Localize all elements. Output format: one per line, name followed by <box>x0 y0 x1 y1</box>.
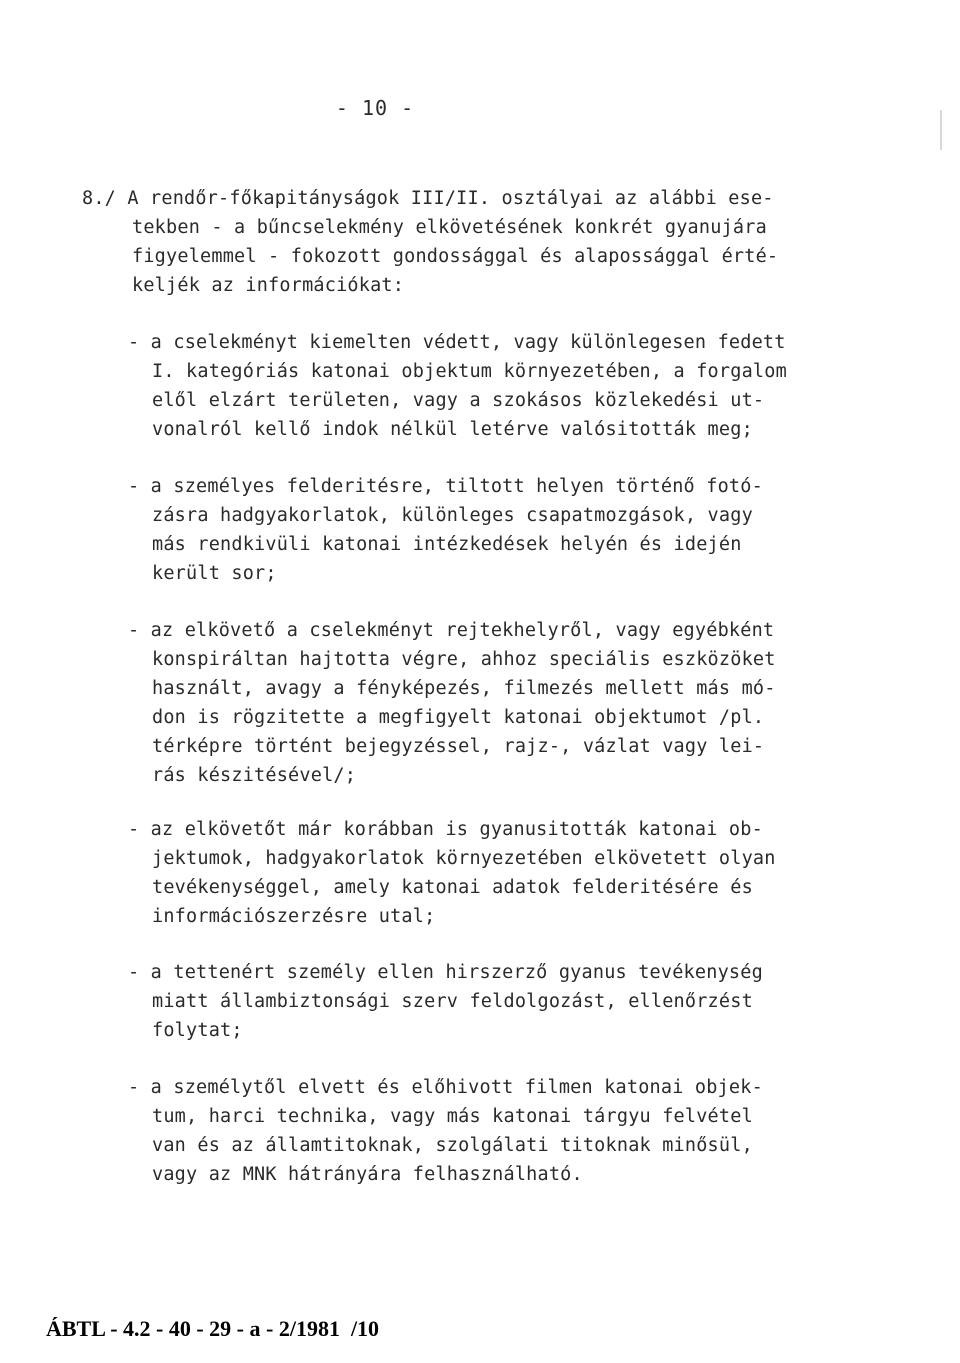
item-line: van és az államtitoknak, szolgálati titoknak minősül, <box>152 1135 753 1156</box>
item-line: I. kategóriás katonai objektum környezetében, a forgalom <box>152 361 787 382</box>
item-line: tevékenységgel, amely katonai adatok felderitésére és <box>152 877 753 898</box>
paragraph-line: tekben - a bűncselekmény elkövetésének konkrét gyanujára <box>132 217 767 238</box>
item-line: térképre történt bejegyzéssel, rajz-, vázlat vagy lei- <box>152 736 765 757</box>
item-line: vonalról kellő indok nélkül letérve valósitották meg; <box>152 419 753 440</box>
item-line: vagy az MNK hátrányára felhasználható. <box>152 1164 583 1185</box>
item-line: konspiráltan hajtotta végre, ahhoz speciális eszközöket <box>152 649 776 670</box>
paragraph-line: 8./ A rendőr-főkapitányságok III/II. osztályai az alábbi ese- <box>82 188 774 209</box>
paragraph-line: keljék az információkat: <box>132 275 405 296</box>
item-line: - a cselekményt kiemelten védett, vagy különlegesen fedett <box>128 332 786 353</box>
item-line: - a személyes felderitésre, tiltott helyen történő fotó- <box>128 476 763 497</box>
item-line: miatt állambiztonsági szerv feldolgozást, ellenőrzést <box>152 991 753 1012</box>
item-line: rás készitésével/; <box>152 765 357 786</box>
item-line: zásra hadgyakorlatok, különleges csapatmozgások, vagy <box>152 505 753 526</box>
item-line: más rendkivüli katonai intézkedések helyén és idején <box>152 534 742 555</box>
item-line: - a tettenért személy ellen hirszerző gyanus tevékenység <box>128 962 763 983</box>
item-line: - a személytől elvett és előhivott filmen katonai objek- <box>128 1077 763 1098</box>
scan-edge-mark <box>940 110 942 150</box>
item-line: tum, harci technika, vagy más katonai tárgyu felvétel <box>152 1106 753 1127</box>
item-line: elől elzárt területen, vagy a szokásos közlekedési ut- <box>152 390 765 411</box>
archive-reference: ÁBTL - 4.2 - 40 - 29 - a - 2/1981 /10 <box>46 1316 380 1341</box>
item-line: használt, avagy a fényképezés, filmezés mellett más mó- <box>152 678 776 699</box>
item-line: don is rögzitette a megfigyelt katonai objektumot /pl. <box>152 707 765 728</box>
paragraph-line: figyelemmel - fokozott gondossággal és alapossággal érté- <box>132 246 779 267</box>
item-line: információszerzésre utal; <box>152 906 436 927</box>
item-line: jektumok, hadgyakorlatok környezetében elkövetett olyan <box>152 848 776 869</box>
page-number: - 10 - <box>335 96 415 120</box>
item-line: került sor; <box>152 563 277 584</box>
item-line: - az elkövető a cselekményt rejtekhelyről, vagy egyébként <box>128 620 775 641</box>
item-line: - az elkövetőt már korábban is gyanusitották katonai ob- <box>128 819 763 840</box>
item-line: folytat; <box>152 1020 243 1041</box>
